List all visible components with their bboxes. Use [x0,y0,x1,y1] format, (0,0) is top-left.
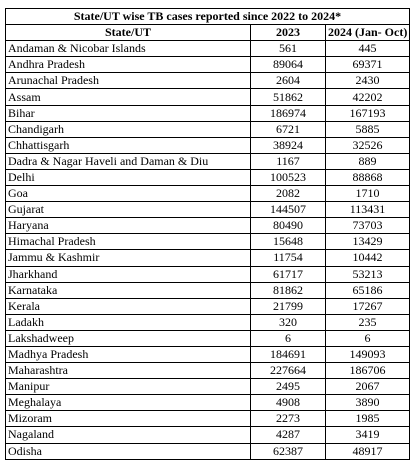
table-row [6,137,410,153]
cell-2023: 38924 [251,137,326,153]
cell-2024: 1985 [326,411,410,427]
cell-2024: 889 [326,153,410,169]
cell-2023: 320 [251,314,326,330]
table-row [6,395,410,411]
cell-state: Chandigarh [6,121,251,137]
table-row [6,427,410,443]
cell-state: Assam [6,89,251,105]
cell-2024: 235 [326,314,410,330]
cell-2023: 1167 [251,153,326,169]
cell-2023: 144507 [251,202,326,218]
cell-2024: 5885 [326,121,410,137]
cell-2023: 186974 [251,105,326,121]
table-row [6,411,410,427]
table-row [6,41,410,57]
table-row [6,234,410,250]
cell-state: Andaman & Nicobar Islands [6,41,251,57]
cell-2024: 113431 [326,202,410,218]
table-row [6,186,410,202]
table-row [6,169,410,185]
cell-2023: 100523 [251,169,326,185]
cell-state: Ladakh [6,314,251,330]
cell-state: Manipur [6,379,251,395]
cell-2024: 69371 [326,57,410,73]
cell-2023: 89064 [251,57,326,73]
cell-state: Jharkhand [6,266,251,282]
table-title: State/UT wise TB cases reported since 2022 to 2024* [6,9,410,25]
cell-2023: 11754 [251,250,326,266]
cell-2023: 227664 [251,363,326,379]
table-row [6,266,410,282]
cell-state: Meghalaya [6,395,251,411]
cell-2024: 17267 [326,298,410,314]
cell-2024: 6 [326,330,410,346]
cell-state: Arunachal Pradesh [6,73,251,89]
table-row [6,298,410,314]
cell-state: Mizoram [6,411,251,427]
table-row [6,314,410,330]
cell-2024: 1710 [326,186,410,202]
cell-2024: 32526 [326,137,410,153]
cell-2024: 3890 [326,395,410,411]
cell-state: Jammu & Kashmir [6,250,251,266]
column-header-2023: 2023 [251,25,326,41]
cell-2023: 62387 [251,443,326,459]
table-row [6,89,410,105]
table-row [6,250,410,266]
cell-state: Madhya Pradesh [6,346,251,362]
table-row [6,105,410,121]
column-header-2024: 2024 (Jan- Oct) [326,25,410,41]
cell-2023: 2082 [251,186,326,202]
table-row [6,57,410,73]
cell-state: Lakshadweep [6,330,251,346]
cell-state: Andhra Pradesh [6,57,251,73]
table-row [6,73,410,89]
table-row [6,218,410,234]
cell-state: Goa [6,186,251,202]
cell-2023: 51862 [251,89,326,105]
table-row [6,202,410,218]
cell-state: Karnataka [6,282,251,298]
cell-2024: 53213 [326,266,410,282]
cell-2023: 21799 [251,298,326,314]
table-row [6,330,410,346]
cell-2024: 42202 [326,89,410,105]
table-row [6,443,410,459]
cell-2024: 13429 [326,234,410,250]
cell-2023: 81862 [251,282,326,298]
cell-state: Dadra & Nagar Haveli and Daman & Diu [6,153,251,169]
table-row [6,121,410,137]
table-row [6,379,410,395]
cell-state: Maharashtra [6,363,251,379]
cell-2024: 149093 [326,346,410,362]
cell-2023: 80490 [251,218,326,234]
cell-2024: 48917 [326,443,410,459]
cell-2023: 6 [251,330,326,346]
cell-state: Gujarat [6,202,251,218]
cell-state: Bihar [6,105,251,121]
cell-state: Nagaland [6,427,251,443]
cell-state: Delhi [6,169,251,185]
cell-2023: 2495 [251,379,326,395]
cell-state: Kerala [6,298,251,314]
cell-2024: 88868 [326,169,410,185]
table-row [6,363,410,379]
cell-2023: 2604 [251,73,326,89]
cell-2024: 167193 [326,105,410,121]
cell-2024: 73703 [326,218,410,234]
cell-2024: 2430 [326,73,410,89]
column-header-state: State/UT [6,25,251,41]
cell-2023: 561 [251,41,326,57]
table-row [6,282,410,298]
table-header [6,9,410,41]
table-row [6,346,410,362]
cell-2024: 3419 [326,427,410,443]
table-title-row [6,9,410,25]
tb-cases-table [5,8,410,460]
cell-2023: 2273 [251,411,326,427]
cell-state: Himachal Pradesh [6,234,251,250]
cell-2023: 15648 [251,234,326,250]
cell-2024: 65186 [326,282,410,298]
table-body [6,41,410,459]
cell-2024: 10442 [326,250,410,266]
cell-2023: 6721 [251,121,326,137]
cell-2023: 4908 [251,395,326,411]
table-row [6,153,410,169]
cell-2024: 186706 [326,363,410,379]
cell-state: Odisha [6,443,251,459]
cell-2023: 184691 [251,346,326,362]
cell-state: Haryana [6,218,251,234]
cell-2023: 61717 [251,266,326,282]
cell-2023: 4287 [251,427,326,443]
cell-state: Chhattisgarh [6,137,251,153]
column-header-row [6,25,410,41]
cell-2024: 445 [326,41,410,57]
cell-2024: 2067 [326,379,410,395]
